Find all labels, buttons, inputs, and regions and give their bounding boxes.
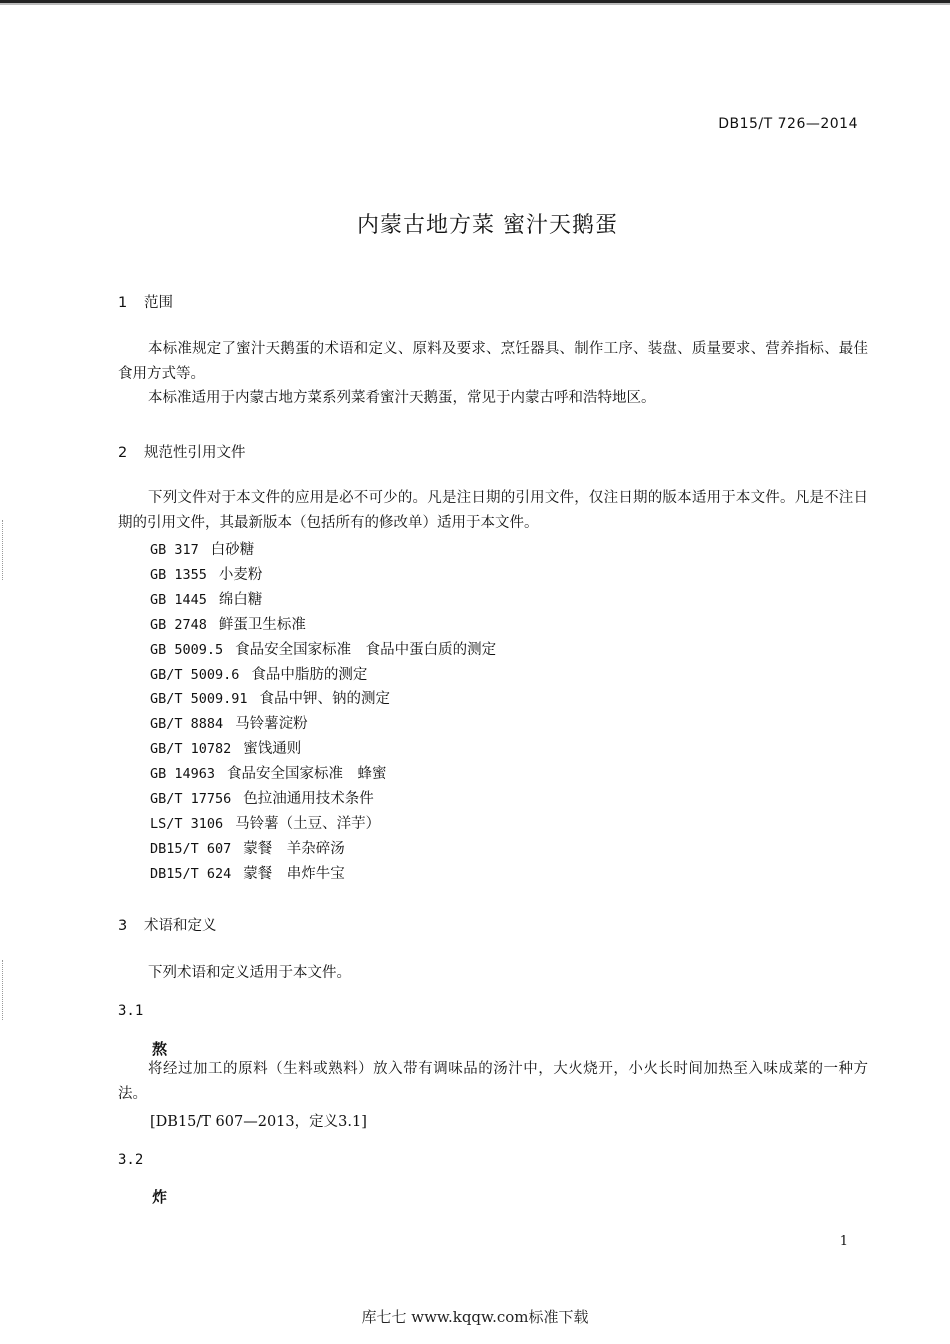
section-1-heading <box>118 291 173 312</box>
term-name: 熬 <box>152 1040 168 1058</box>
reference-item: GB 2748 鲜蛋卫生标准 <box>150 616 306 633</box>
reference-item: GB 1355 小麦粉 <box>150 566 263 583</box>
reference-item: GB 14963 食品安全国家标准 蜂蜜 <box>150 766 387 783</box>
reference-item: DB15/T 624 蒙餐 串炸牛宝 <box>150 865 345 882</box>
reference-item: GB/T 10782 蜜饯通则 <box>150 741 302 758</box>
scan-artifact <box>2 960 5 1020</box>
reference-item: GB/T 5009.6 食品中脂肪的测定 <box>150 666 368 683</box>
reference-item: GB 1445 绵白糖 <box>150 591 263 608</box>
page-top-rule <box>0 3 950 5</box>
section-number: 2 <box>118 445 128 461</box>
term-name: 炸 <box>152 1188 168 1206</box>
reference-item: LS/T 3106 马铃薯（土豆、洋芋） <box>150 815 381 832</box>
page-number: 1 <box>839 1234 848 1249</box>
section-number: 3 <box>118 918 128 934</box>
reference-item: GB/T 8884 马铃薯淀粉 <box>150 716 308 733</box>
normative-reference-list <box>150 538 496 887</box>
term-number: 3.1 <box>118 1003 144 1019</box>
section-2-heading <box>118 441 246 462</box>
section-title: 术语和定义 <box>144 918 217 934</box>
scan-artifact <box>2 520 5 580</box>
section-2-paragraph-1: 下列文件对于本文件的应用是必不可少的。凡是注日期的引用文件，仅注日期的版本适用于本文件。凡是不注日期的引用文件，其最新版本（包括所有的修改单）适用于本文件。 <box>118 490 868 531</box>
section-1-paragraph-1: 本标准规定了蜜汁天鹅蛋的术语和定义、原料及要求、烹饪器具、制作工序、装盘、质量要求、营养指标、最佳食用方式等。 <box>118 341 868 382</box>
term-number: 3.2 <box>118 1152 144 1168</box>
section-title: 规范性引用文件 <box>144 445 246 461</box>
term-source-reference: [DB15/T 607—2013，定义3.1] <box>150 1114 367 1130</box>
section-3-paragraph-1: 下列术语和定义适用于本文件。 <box>148 965 351 981</box>
footer-watermark-text: 库七七 www.kqqw.com标准下载 <box>361 1308 589 1326</box>
document-title: 内蒙古地方菜 蜜汁天鹅蛋 <box>357 213 618 238</box>
term-definition: 将经过加工的原料（生料或熟料）放入带有调味品的汤汁中，大火烧开，小火长时间加热至入味成菜的一种方法。 <box>118 1061 868 1102</box>
reference-item: GB/T 17756 色拉油通用技术条件 <box>150 791 374 808</box>
section-title: 范围 <box>144 295 173 311</box>
reference-item: GB/T 5009.91 食品中钾、钠的测定 <box>150 691 391 708</box>
reference-item: GB 5009.5 食品安全国家标准 食品中蛋白质的测定 <box>150 641 497 658</box>
section-number: 1 <box>118 295 128 311</box>
reference-item: DB15/T 607 蒙餐 羊杂碎汤 <box>150 840 345 857</box>
section-3-heading <box>118 914 217 935</box>
reference-item: GB 317 白砂糖 <box>150 542 255 558</box>
document-code: DB15/T 726—2014 <box>718 116 858 132</box>
section-1-paragraph-2: 本标准适用于内蒙古地方菜系列菜肴蜜汁天鹅蛋，常见于内蒙古呼和浩特地区。 <box>148 390 656 406</box>
